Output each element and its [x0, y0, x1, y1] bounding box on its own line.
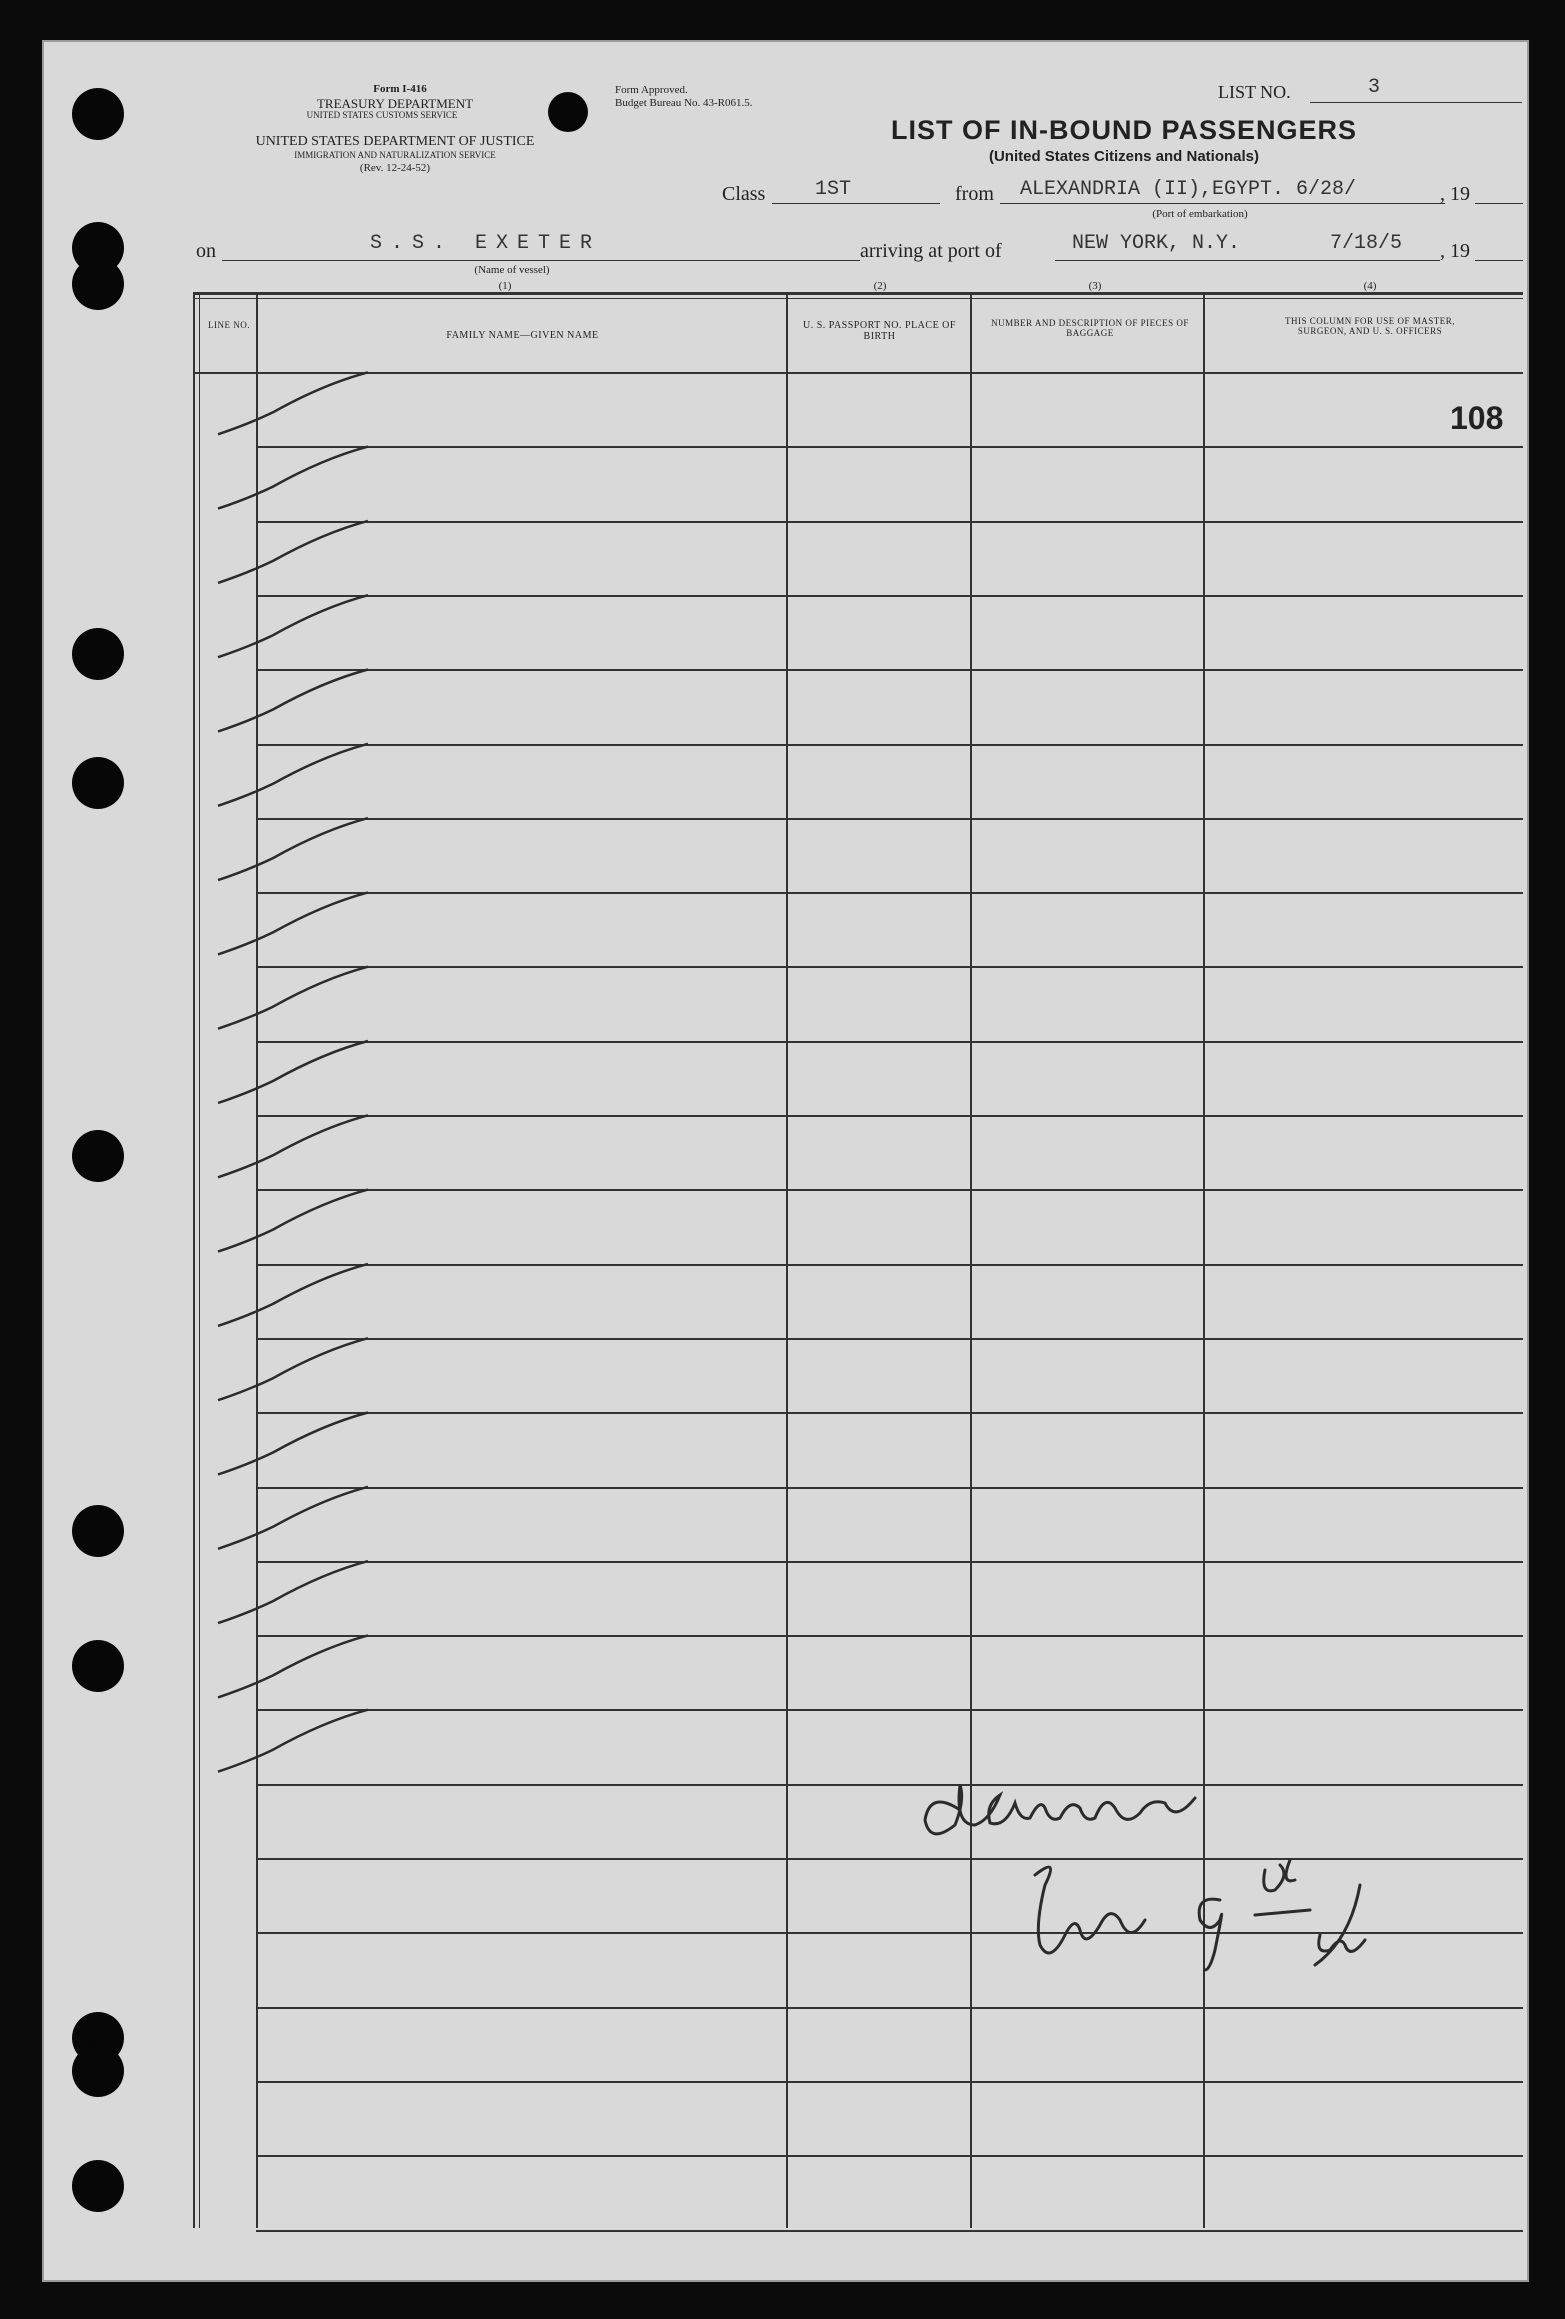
page-subtitle: (United States Citizens and Nationals) [988, 148, 1260, 165]
table-row [256, 521, 1523, 523]
table-row [256, 1784, 1523, 1786]
table-row [256, 1338, 1523, 1340]
binder-hole [72, 628, 124, 680]
table-row [256, 1264, 1523, 1266]
class-label: Class [722, 183, 766, 205]
binder-hole [72, 1640, 124, 1692]
binder-hole [72, 1505, 124, 1557]
table-row [256, 1412, 1523, 1414]
table-row [256, 669, 1523, 671]
col-num-4: (4) [1363, 280, 1377, 292]
class-value: 1ST [815, 178, 852, 201]
table-row [256, 1041, 1523, 1043]
binder-hole [72, 757, 124, 809]
vessel-caption: (Name of vessel) [474, 264, 550, 276]
table-row [256, 1487, 1523, 1489]
table-row [256, 446, 1523, 448]
form-approved: Form Approved. [615, 84, 688, 96]
header-passport: U. S. PASSPORT NO. PLACE OF BIRTH [803, 320, 956, 342]
table-row [256, 1561, 1523, 1563]
col-num-3: (3) [1088, 280, 1102, 292]
table-row [256, 966, 1523, 968]
justice-dept: UNITED STATES DEPARTMENT OF JUSTICE [255, 134, 535, 149]
binder-hole [72, 2160, 124, 2212]
page-count: 108 [1450, 400, 1504, 436]
table-row [256, 595, 1523, 597]
arriving-label: arriving at port of [860, 240, 1002, 262]
header-name: FAMILY NAME—GIVEN NAME [446, 330, 599, 341]
table-row [256, 744, 1523, 746]
port-caption: (Port of embarkation) [1152, 208, 1248, 220]
year-label: , 19 [1440, 183, 1470, 205]
arrival-port: NEW YORK, N.Y. [1072, 232, 1241, 255]
year-label-2: , 19 [1440, 240, 1470, 262]
header-officers: THIS COLUMN FOR USE OF MASTER, SURGEON, AND U. S. OFFICERS [1284, 316, 1456, 336]
table-row [256, 1709, 1523, 1711]
table-row [256, 1932, 1523, 1934]
binder-hole [72, 2045, 124, 2097]
arrival-date: 7/18/5 [1330, 232, 1403, 255]
page-title: LIST OF IN-BOUND PASSENGERS [890, 115, 1358, 145]
binder-hole [72, 1130, 124, 1182]
customs-service: UNITED STATES CUSTOMS SERVICE [306, 110, 458, 120]
binder-hole [548, 92, 588, 132]
table-row [256, 2081, 1523, 2083]
table-row [256, 1635, 1523, 1637]
ins-service: IMMIGRATION AND NATURALIZATION SERVICE [294, 150, 496, 160]
table-row [256, 2230, 1523, 2232]
col-num-1: (1) [498, 280, 512, 292]
binder-hole [72, 88, 124, 140]
form-number: Form I-416 [373, 83, 427, 95]
list-number: 3 [1368, 76, 1381, 99]
vessel-name: S.S. EXETER [370, 232, 602, 255]
revision: (Rev. 12-24-52) [359, 162, 431, 174]
table-row [256, 1858, 1523, 1860]
budget-bureau: Budget Bureau No. 43-R061.5. [615, 97, 753, 109]
header-line-no: LINE NO. [208, 320, 250, 330]
header-baggage: NUMBER AND DESCRIPTION OF PIECES OF BAGGAGE [991, 318, 1189, 338]
table-row [256, 1115, 1523, 1117]
binder-hole [72, 258, 124, 310]
list-label: LIST NO. [1218, 82, 1291, 102]
table-row [256, 892, 1523, 894]
col-num-2: (2) [873, 280, 887, 292]
on-label: on [196, 240, 216, 262]
embarkation-port: ALEXANDRIA (II),EGYPT. 6/28/ [1020, 178, 1357, 201]
table-row [256, 2007, 1523, 2009]
table-row [256, 2155, 1523, 2157]
treasury-dept: TREASURY DEPARTMENT [316, 96, 474, 111]
from-label: from [955, 183, 994, 205]
table-row [256, 1189, 1523, 1191]
table-row [256, 818, 1523, 820]
